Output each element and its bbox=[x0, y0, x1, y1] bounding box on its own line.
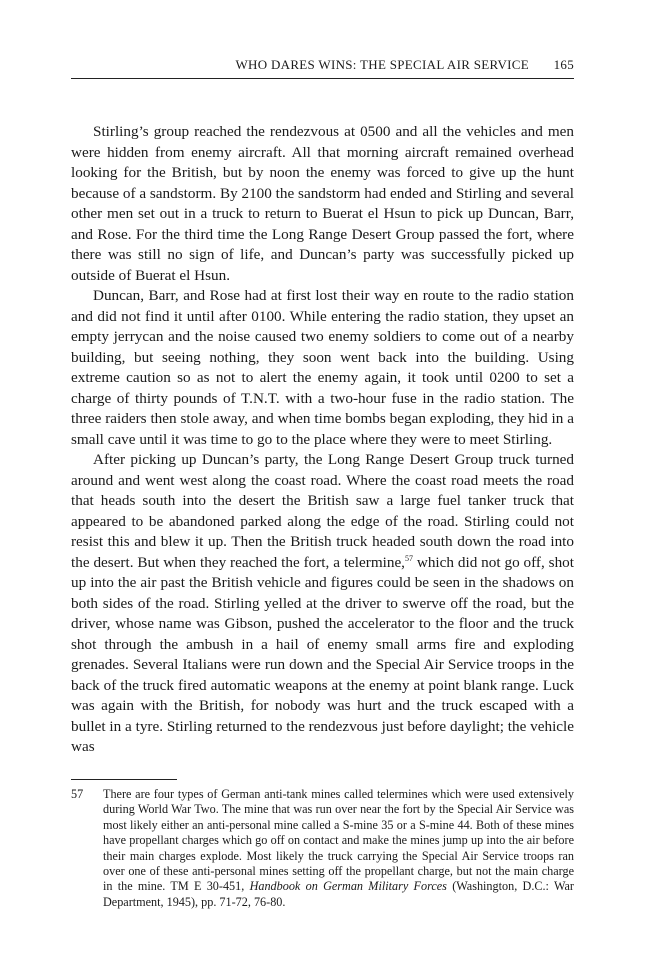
footnote-book-title: Handbook on German Military Forces bbox=[249, 879, 447, 894]
paragraph bbox=[71, 450, 574, 758]
running-header bbox=[71, 57, 574, 77]
paragraph: Duncan, Barr, and Rose had at first lost their way en route to the radio station and did not find it until after 0100. While entering the radio station, they upset an empty jerrycan and the noise caused two enemy soldiers to come out of a nearby building, but seeing nothing, they soon went back into the building. Using extreme caution so as not to alert the enemy again, it took until 0200 to set a charge of thirty pounds of T.N.T. with a two-hour fuse in the radio station. The three raiders then stole away, and when time bombs began exploding, they hid in a small cave until it was time to go to the place where they were to meet Stirling. bbox=[71, 287, 574, 448]
running-title: WHO DARES WINS: THE SPECIAL AIR SERVICE bbox=[235, 57, 529, 72]
footnote-number: 57 bbox=[71, 787, 84, 801]
footnote-text-part: There are four types of German anti-tank mines called telermines which were used extensively during World War Two. The mine that was run over near the fort by the Special Air Service was most likely either an anti-personal mine called a S-mine 35 or a S-mine 44. Both of these mines have propellant charges which go off on contact and make the mines jump up into the air before their main charges explode. Most likely the truck carrying the Special Air Service troops ran over one of these anti-personal mines setting off the propellant charge, but not the main charge in the mine. TM E 30-451, bbox=[103, 787, 574, 894]
body-text bbox=[71, 122, 574, 758]
page-number: 165 bbox=[553, 57, 574, 72]
footnote-rule bbox=[71, 779, 177, 780]
footnote-reference[interactable]: 57 bbox=[404, 553, 413, 563]
footnote-text bbox=[103, 787, 574, 910]
footnote bbox=[71, 787, 574, 910]
header-rule bbox=[71, 78, 574, 79]
footnote-text-part: (Washington, D.C.: War Department, 1945), pp. 71-72, 76-80. bbox=[103, 879, 574, 909]
paragraph-text: After picking up Duncan’s party, the Long Range Desert Group truck turned around and went west along the coast road. Where the coast road meets the road that heads south into the desert the British saw a large fuel tanker truck that appeared to be abandoned parked along the edge of the road. Stirling could not resist this and blew it up. Then the British truck headed south down the road into the desert. But when they reached the fort, a telermine, bbox=[71, 451, 574, 571]
paragraph-text: which did not go off, shot up into the air past the British vehicle and figures could be seen in the shadows on both sides of the road. Stirling yelled at the driver to swerve off the road, but the driver, whose name was Gibson, pushed the accelerator to the floor and the truck shot through the ambush in a hail of enemy small arms fire and exploding grenades. Several Italians were run down and the Special Air Service troops in the back of the truck fired automatic weapons at the enemy at point blank range. Luck was again with the British, for nobody was hurt and the truck escaped with a bullet in a tyre. Stirling returned to the rendezvous just before daylight; the vehicle was bbox=[71, 553, 574, 755]
paragraph: Stirling’s group reached the rendezvous at 0500 and all the vehicles and men were hidden from enemy aircraft. All that morning aircraft remained overhead looking for the British, but by noon the enemy was forced to give up the hunt because of a sandstorm. By 2100 the sandstorm had ended and Stirling and several other men set out in a truck to return to Buerat el Hsun to pick up Duncan, Barr, and Rose. For the third time the Long Range Desert Group passed the fort, where there was still no sign of life, and Duncan’s party was successfully picked up outside of Buerat el Hsun. bbox=[71, 123, 574, 284]
